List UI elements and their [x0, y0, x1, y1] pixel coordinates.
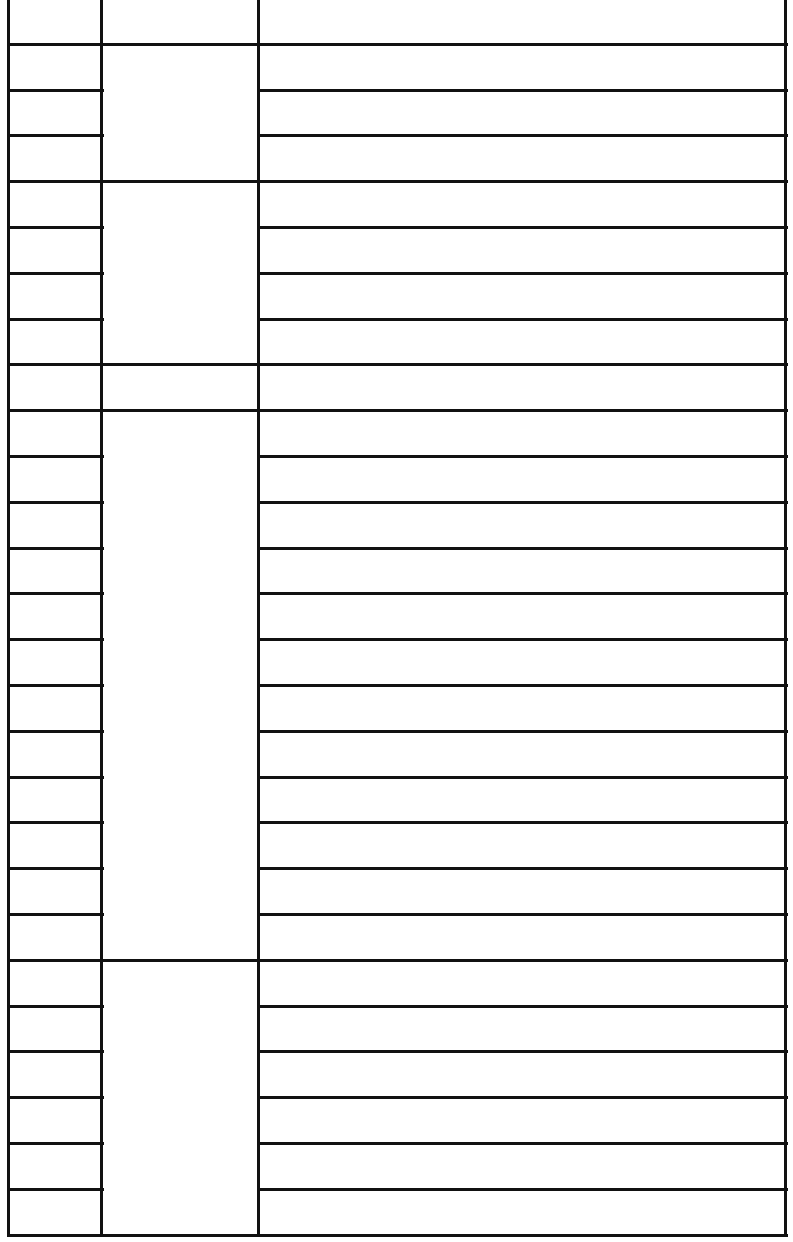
row-number	[8, 0, 101, 44]
column-border	[7, 0, 10, 1237]
service-item	[258, 1189, 785, 1235]
service-item	[258, 456, 785, 502]
column-border	[257, 0, 260, 1237]
group-divider	[101, 1234, 261, 1237]
row-number	[8, 364, 101, 410]
row-number	[8, 273, 101, 319]
service-item	[258, 90, 785, 135]
row-number	[8, 502, 101, 548]
row-divider	[8, 1234, 104, 1237]
service-item	[258, 1051, 785, 1097]
row-number	[8, 822, 101, 868]
row-number	[8, 685, 101, 731]
category-label	[103, 0, 258, 44]
service-item	[258, 44, 785, 90]
row-number	[8, 1006, 101, 1051]
row-number	[8, 1051, 101, 1097]
service-item	[258, 502, 785, 548]
service-item	[258, 135, 785, 181]
service-item	[258, 273, 785, 319]
row-number	[8, 777, 101, 822]
service-item	[258, 1143, 785, 1189]
service-item	[258, 868, 785, 914]
service-item	[258, 822, 785, 868]
service-item	[258, 319, 785, 364]
column-border	[100, 0, 103, 1237]
row-number	[8, 731, 101, 777]
row-number	[8, 410, 101, 456]
category-label	[103, 44, 258, 181]
row-number	[8, 593, 101, 639]
service-item	[258, 364, 785, 410]
row-number	[8, 639, 101, 685]
service-item	[258, 227, 785, 273]
row-divider	[258, 1234, 788, 1237]
column-border	[784, 0, 787, 1237]
service-item	[258, 960, 785, 1006]
row-number	[8, 227, 101, 273]
category-label	[103, 960, 258, 1235]
service-item	[258, 1097, 785, 1143]
service-item	[258, 1006, 785, 1051]
row-number	[8, 319, 101, 364]
category-label	[103, 410, 258, 960]
row-number	[8, 181, 101, 227]
row-number	[8, 90, 101, 135]
service-item	[258, 181, 785, 227]
service-item	[258, 410, 785, 456]
row-number	[8, 1097, 101, 1143]
category-label	[103, 364, 258, 410]
row-number	[8, 548, 101, 593]
service-item	[258, 777, 785, 822]
row-number	[8, 960, 101, 1006]
row-number	[8, 914, 101, 960]
service-item	[258, 685, 785, 731]
service-item	[258, 639, 785, 685]
service-item	[258, 731, 785, 777]
row-number	[8, 868, 101, 914]
service-item	[258, 548, 785, 593]
category-label	[103, 181, 258, 364]
row-number	[8, 135, 101, 181]
row-number	[8, 1189, 101, 1235]
row-number	[8, 1143, 101, 1189]
service-item	[258, 0, 785, 44]
row-number	[8, 44, 101, 90]
service-item	[258, 914, 785, 960]
row-number	[8, 456, 101, 502]
service-item	[258, 593, 785, 639]
